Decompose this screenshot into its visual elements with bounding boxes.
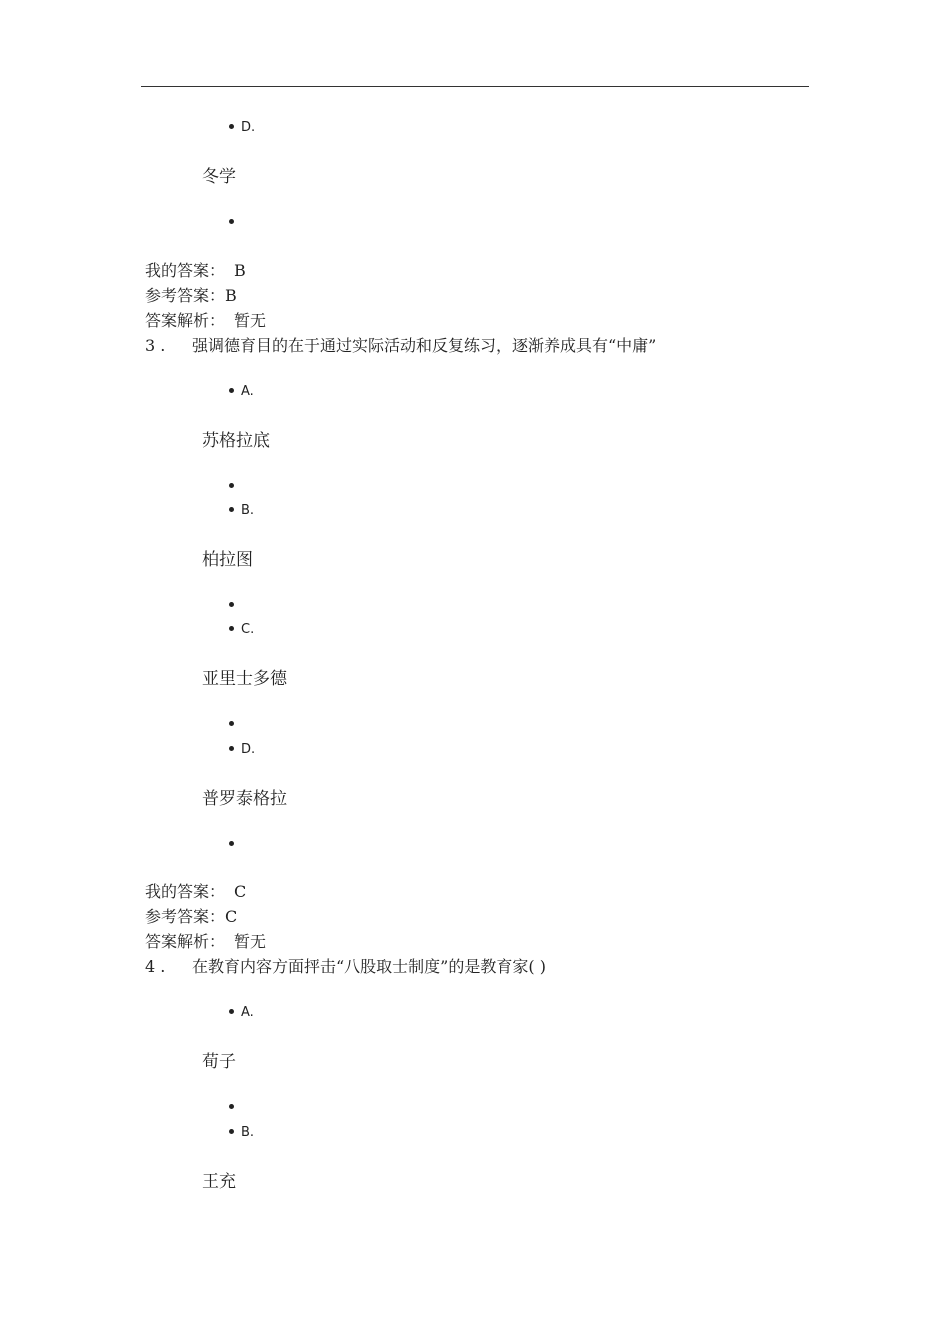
analysis-label: 答案解析： (145, 311, 226, 330)
analysis-value: 暂无 (234, 311, 267, 330)
q4-option-b-text: 王充 (202, 1172, 236, 1192)
header-rule (141, 86, 809, 87)
analysis-line (145, 308, 266, 331)
question-text: 在教育内容方面抨击“八股取士制度”的是教育家( ) (192, 957, 546, 976)
option-label: D. (241, 120, 256, 135)
ref-answer-label: 参考答案： (145, 907, 226, 926)
bullet-dot (229, 1129, 234, 1134)
empty-bullet (229, 717, 241, 732)
question-number: 3 . (145, 336, 166, 355)
empty-bullet (229, 215, 241, 230)
my-answer-line (145, 879, 246, 902)
question-4 (145, 954, 546, 977)
q3-option-c-text: 亚里士多德 (202, 669, 287, 689)
option-label: D. (241, 742, 256, 757)
option-label: A. (241, 1005, 254, 1020)
bullet-dot (229, 507, 234, 512)
analysis-line (145, 929, 266, 952)
option-label: B. (241, 1125, 255, 1140)
q3-option-b[interactable] (229, 503, 254, 518)
q4-option-a[interactable] (229, 1005, 254, 1020)
q3-option-d[interactable] (229, 742, 255, 757)
bullet-dot (229, 1104, 234, 1109)
ref-answer-label: 参考答案： (145, 286, 226, 305)
empty-bullet (229, 837, 241, 852)
empty-bullet (229, 479, 241, 494)
ref-answer-line (145, 283, 237, 306)
q4-option-b[interactable] (229, 1125, 254, 1140)
q3-option-b-text: 柏拉图 (202, 550, 253, 570)
empty-bullet (229, 598, 241, 613)
q3-option-c[interactable] (229, 622, 254, 637)
question-text: 强调德育目的在于通过实际活动和反复练习，逐渐养成具有“中庸” (192, 336, 657, 355)
option-d-text: 冬学 (202, 167, 236, 187)
my-answer-label: 我的答案： (145, 261, 226, 280)
q3-option-d-text: 普罗泰格拉 (202, 789, 287, 809)
option-label: C. (241, 622, 255, 637)
my-answer-line (145, 258, 246, 281)
ref-answer-value: B (225, 286, 237, 305)
q4-option-a-text: 荀子 (202, 1052, 236, 1072)
bullet-dot (229, 124, 234, 129)
empty-bullet (229, 1100, 241, 1115)
q3-option-a-text: 苏格拉底 (202, 431, 270, 451)
analysis-label: 答案解析： (145, 932, 226, 951)
bullet-dot (229, 483, 234, 488)
bullet-dot (229, 1009, 234, 1014)
bullet-dot (229, 219, 234, 224)
bullet-dot (229, 388, 234, 393)
bullet-dot (229, 841, 234, 846)
analysis-value: 暂无 (234, 932, 267, 951)
ref-answer-value: C (225, 907, 238, 926)
option-label: B. (241, 503, 255, 518)
question-3 (145, 333, 656, 356)
option-d-bullet[interactable] (229, 120, 255, 135)
question-number: 4 . (145, 957, 166, 976)
my-answer-label: 我的答案： (145, 882, 226, 901)
bullet-dot (229, 746, 234, 751)
my-answer-value: B (234, 261, 246, 280)
ref-answer-line (145, 904, 237, 927)
bullet-dot (229, 626, 234, 631)
my-answer-value: C (234, 882, 247, 901)
option-label: A. (241, 384, 254, 399)
bullet-dot (229, 602, 234, 607)
q3-option-a[interactable] (229, 384, 254, 399)
bullet-dot (229, 721, 234, 726)
